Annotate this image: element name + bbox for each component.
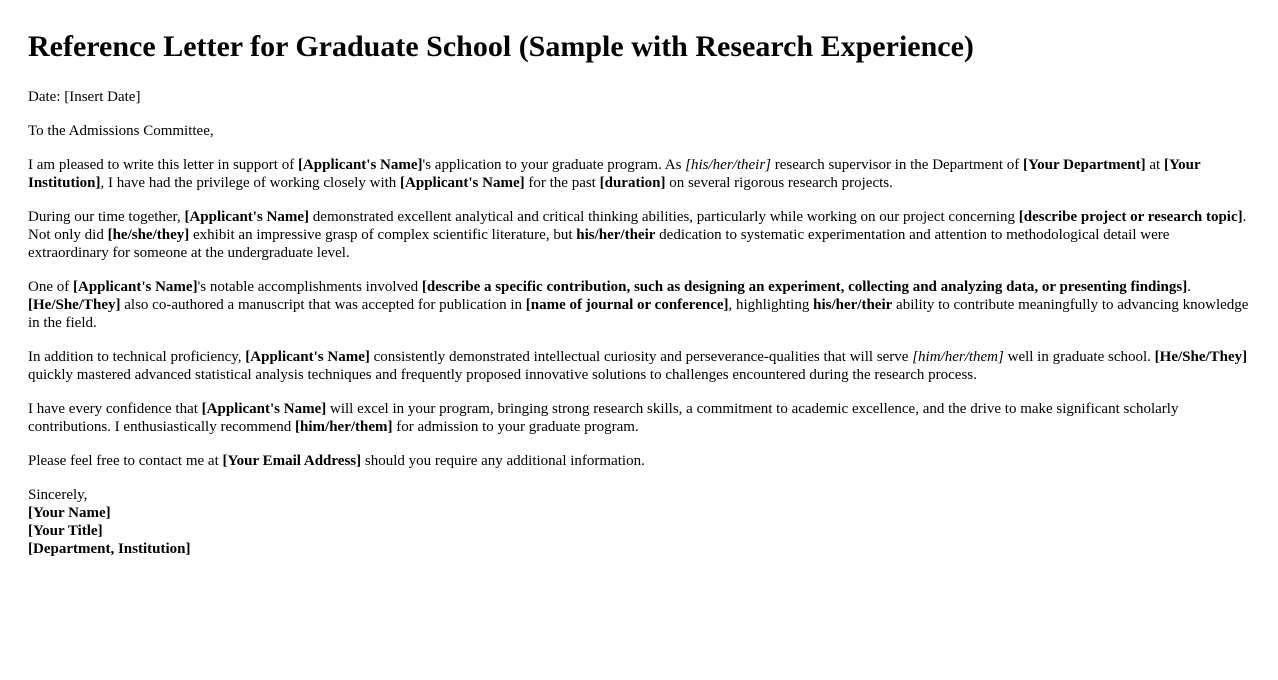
placeholder-bold: [Applicant's Name]: [184, 209, 310, 225]
placeholder-bold: [Applicant's Name]: [201, 401, 327, 417]
text-run: In addition to technical proficiency,: [28, 349, 246, 365]
text-run: I am pleased to write this letter in support of: [28, 157, 298, 173]
text-run: demonstrated excellent analytical and critical thinking abilities, particularly while working on our project concerning: [309, 209, 1019, 225]
placeholder-bold: [Applicant's Name]: [400, 175, 525, 191]
signature-name: [Your Name]: [28, 505, 111, 521]
closing: Sincerely,: [28, 487, 88, 503]
signature-title: [Your Title]: [28, 523, 103, 539]
placeholder-bold: [Your Email Address]: [222, 453, 362, 469]
text-run: quickly mastered advanced statistical analysis techniques and frequently proposed innovative solutions to challenges encountered during the research process.: [28, 367, 977, 383]
letter-page: [0, 30, 1278, 558]
text-run: . Not only did: [28, 209, 1247, 243]
text-run: dedication to systematic experimentation and attention to methodological detail were extraordinary for someone at the undergraduate level.: [28, 227, 1170, 261]
placeholder-bold: [him/her/them]: [295, 419, 393, 435]
placeholder-italic: [him/her/them]: [912, 349, 1004, 365]
letter-body: [28, 156, 1250, 470]
placeholder-bold: [he/she/they]: [107, 227, 190, 243]
placeholder-bold: [Applicant's Name]: [245, 349, 370, 365]
text-run: well in graduate school.: [1003, 349, 1155, 365]
signature-department: [Department, Institution]: [28, 541, 191, 557]
salutation: To the Admissions Committee,: [28, 123, 214, 139]
text-run: research supervisor in the Department of: [771, 157, 1023, 173]
placeholder-bold: [Applicant's Name]: [73, 279, 198, 295]
placeholder-italic: [his/her/their]: [685, 157, 771, 173]
text-run: at: [1145, 157, 1164, 173]
placeholder-bold: [duration]: [599, 175, 666, 191]
signature-block: [28, 486, 1250, 558]
text-run: on several rigorous research projects.: [665, 175, 893, 191]
text-run: ability to contribute meaningfully to advancing knowledge in the field.: [28, 297, 1249, 331]
text-run: 's notable accomplishments involved: [197, 279, 422, 295]
placeholder-bold: [He/She/They]: [1154, 349, 1248, 365]
text-run: , I have had the privilege of working closely with: [100, 175, 401, 191]
placeholder-bold: [He/She/They]: [28, 297, 121, 313]
text-run: will excel in your program, bringing strong research skills, a commitment to academic excellence, and the drive to make significant scholarly contributions. I enthusiastically recommend: [28, 401, 1179, 435]
date-line: Date: [Insert Date]: [28, 89, 141, 105]
text-run: .: [1187, 279, 1191, 295]
text-run: Please feel free to contact me at: [28, 453, 223, 469]
body-paragraph: [28, 278, 1250, 332]
body-paragraph: [28, 452, 1250, 470]
text-run: consistently demonstrated intellectual curiosity and perseverance-qualities that will serve: [369, 349, 913, 365]
placeholder-bold: [Your Institution]: [28, 157, 1201, 191]
body-paragraph: [28, 156, 1250, 192]
placeholder-bold: his/her/their: [813, 297, 893, 313]
page-title: Reference Letter for Graduate School (Sample with Research Experience): [28, 30, 974, 63]
placeholder-bold: [Applicant's Name]: [297, 157, 423, 173]
placeholder-bold: his/her/their: [576, 227, 656, 243]
text-run: During our time together,: [28, 209, 185, 225]
text-run: should you require any additional information.: [361, 453, 645, 469]
placeholder-bold: [describe project or research topic]: [1018, 209, 1243, 225]
text-run: I have every confidence that: [28, 401, 202, 417]
placeholder-bold: [describe a specific contribution, such as designing an experiment, collecting and analyzing data, or presenting findings]: [421, 279, 1188, 295]
placeholder-bold: [Your Department]: [1023, 157, 1146, 173]
text-run: exhibit an impressive grasp of complex scientific literature, but: [189, 227, 577, 243]
text-run: for the past: [524, 175, 600, 191]
body-paragraph: [28, 348, 1250, 384]
text-run: for admission to your graduate program.: [392, 419, 639, 435]
placeholder-bold: [name of journal or conference]: [525, 297, 729, 313]
text-run: also co-authored a manuscript that was accepted for publication in: [120, 297, 526, 313]
text-run: 's application to your graduate program. As: [422, 157, 686, 173]
body-paragraph: [28, 400, 1250, 436]
body-paragraph: [28, 208, 1250, 262]
text-run: One of: [28, 279, 73, 295]
text-run: , highlighting: [728, 297, 814, 313]
